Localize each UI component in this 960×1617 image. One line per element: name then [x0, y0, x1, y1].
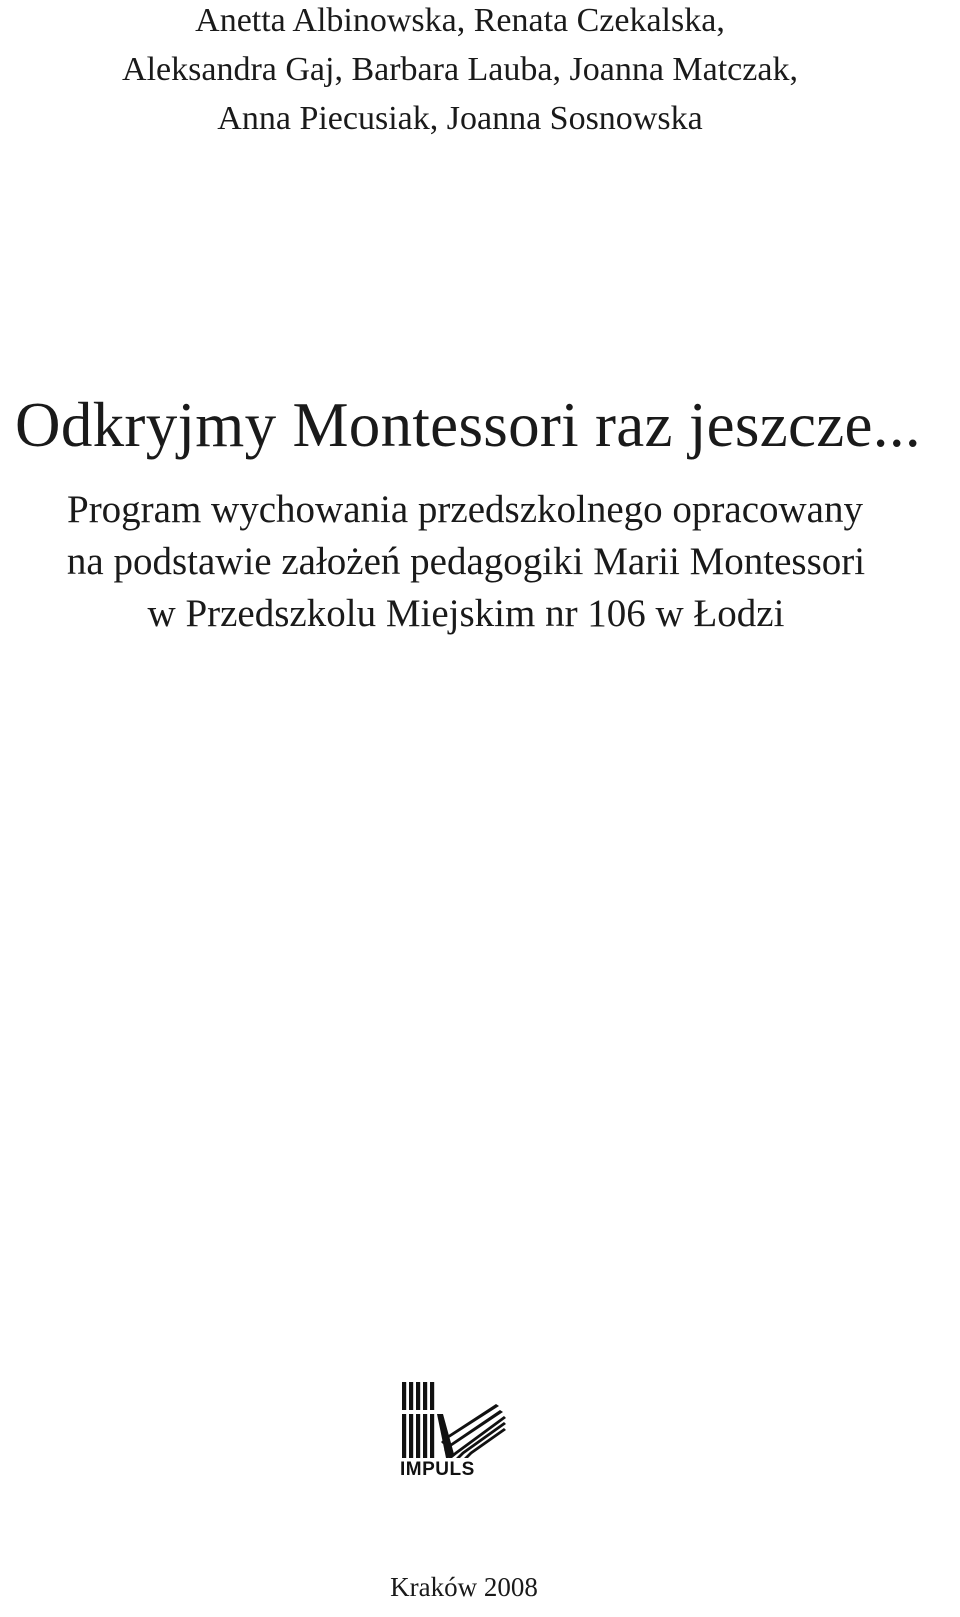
publisher-name: IMPULS	[400, 1459, 475, 1480]
subtitle-line-2: na podstawie założeń pedagogiki Marii Montessori	[66, 540, 866, 583]
book-title: Odkryjmy Montessori raz jeszcze...	[15, 390, 921, 460]
publisher-logo	[400, 1382, 510, 1494]
authors-line-2: Aleksandra Gaj, Barbara Lauba, Joanna Matczak,	[122, 51, 798, 88]
authors-line-1: Anetta Albinowska, Renata Czekalska,	[195, 2, 725, 39]
subtitle-line-3: w Przedszkolu Miejskim nr 106 w Łodzi	[147, 592, 785, 635]
imprint-place-year: Kraków 2008	[390, 1572, 538, 1602]
subtitle-line-1: Program wychowania przedszkolnego opracowany	[67, 488, 863, 531]
authors-line-3: Anna Piecusiak, Joanna Sosnowska	[217, 100, 703, 137]
impuls-logo-icon	[400, 1382, 510, 1460]
